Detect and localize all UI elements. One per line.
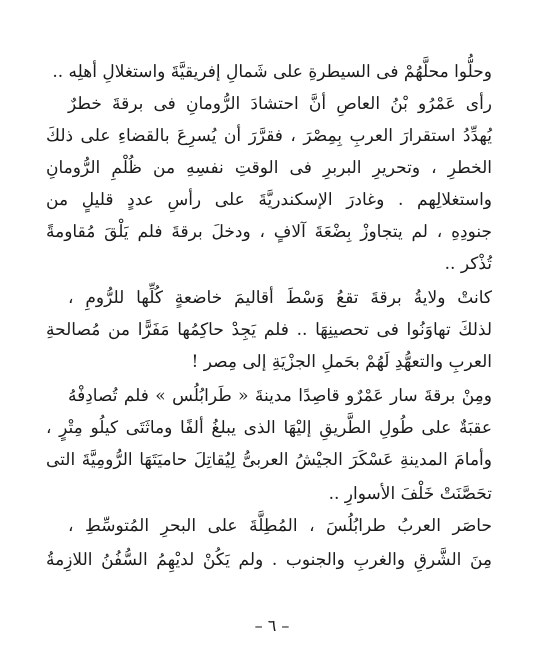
page-number: – ٦ – — [254, 616, 290, 635]
text-line: ومِنْ برقةَ سار عَمْرٌو قاصِدًا مدينةَ « طَرابُلُس » فلم تُصادِفْهُ — [68, 386, 492, 406]
text-line: العربِ والتعهُّدِ لَهُمْ بحَملِ الجزْيَةِ إلى مِصر ! — [191, 352, 492, 372]
text-line: عقبَةٌ على طُولِ الطَّريقِ إليْهَا الذى يبلغُ ألفًا وماثَتَى كيلُو مِتْرٍ ، — [46, 418, 492, 438]
text-line: حاصَر العربُ طرابُلُسَ ، المُطِلَّةَ على البحرِ المُتوسِّطِ ، — [68, 516, 492, 536]
text-line: يُهدِّدُ استقرارَ العربِ بِمِصْرَ ، فقرَّرَ أن يُسرِعَ بالقضاءِ على ذلكَ — [46, 126, 492, 146]
text-line: جنودِهِ ، لم يتجاوزْ بِضْعَةَ آلافٍ ، ودخلَ برقةَ فلم يَلْقَ مُقاومةً — [46, 222, 492, 242]
text-line: رأى عَمْرُو بْنُ العاصِ أنَّ احتشادَ الرُّومانِ فى برقةَ خطرٌ — [68, 94, 492, 114]
text-line: وأمامَ المدينةِ عَسْكَرَ الجيْشُ العربىُّ لِيُقاتِلَ حاميَتَهَا الرُّومِيَّةَ التى — [46, 450, 492, 470]
text-line: واستغلالِهم . وغادرَ الإسكندريَّةَ على رأسِ عددٍ قليلٍ من — [46, 190, 492, 210]
text-line: كانتْ ولايةُ برقةَ تقعُ وَسْطَ أقاليمَ خاضعةٍ كُلِّها للرُّومِ ، — [68, 288, 492, 308]
text-line: وحلُّوا محلَّهُمْ فى السيطرةِ على شَمالِ إفريقيَّةَ واستغلالِ أهلِه .. — [52, 62, 492, 82]
text-line: تحَصَّنَتْ خَلْفَ الأسوارِ .. — [328, 484, 492, 504]
text-line: تُذْكر .. — [444, 254, 492, 274]
text-line: مِنَ الشَّرقِ والغربِ والجنوب . ولم يَكُنْ لديْهِمُ السُّفُنُ اللازِمةُ — [46, 550, 492, 570]
text-line: الخطرِ ، وتحريرِ البربرِ فى الوقتِ نفسِهِ من ظُلْمِ الرُّومانِ — [46, 158, 492, 178]
text-line: لذلكَ تهاوَنُوا فى تحصينِهَا .. فلم يَجِدْ حاكِمُها مَفَرًّا من مُصالحةِ — [46, 320, 492, 340]
